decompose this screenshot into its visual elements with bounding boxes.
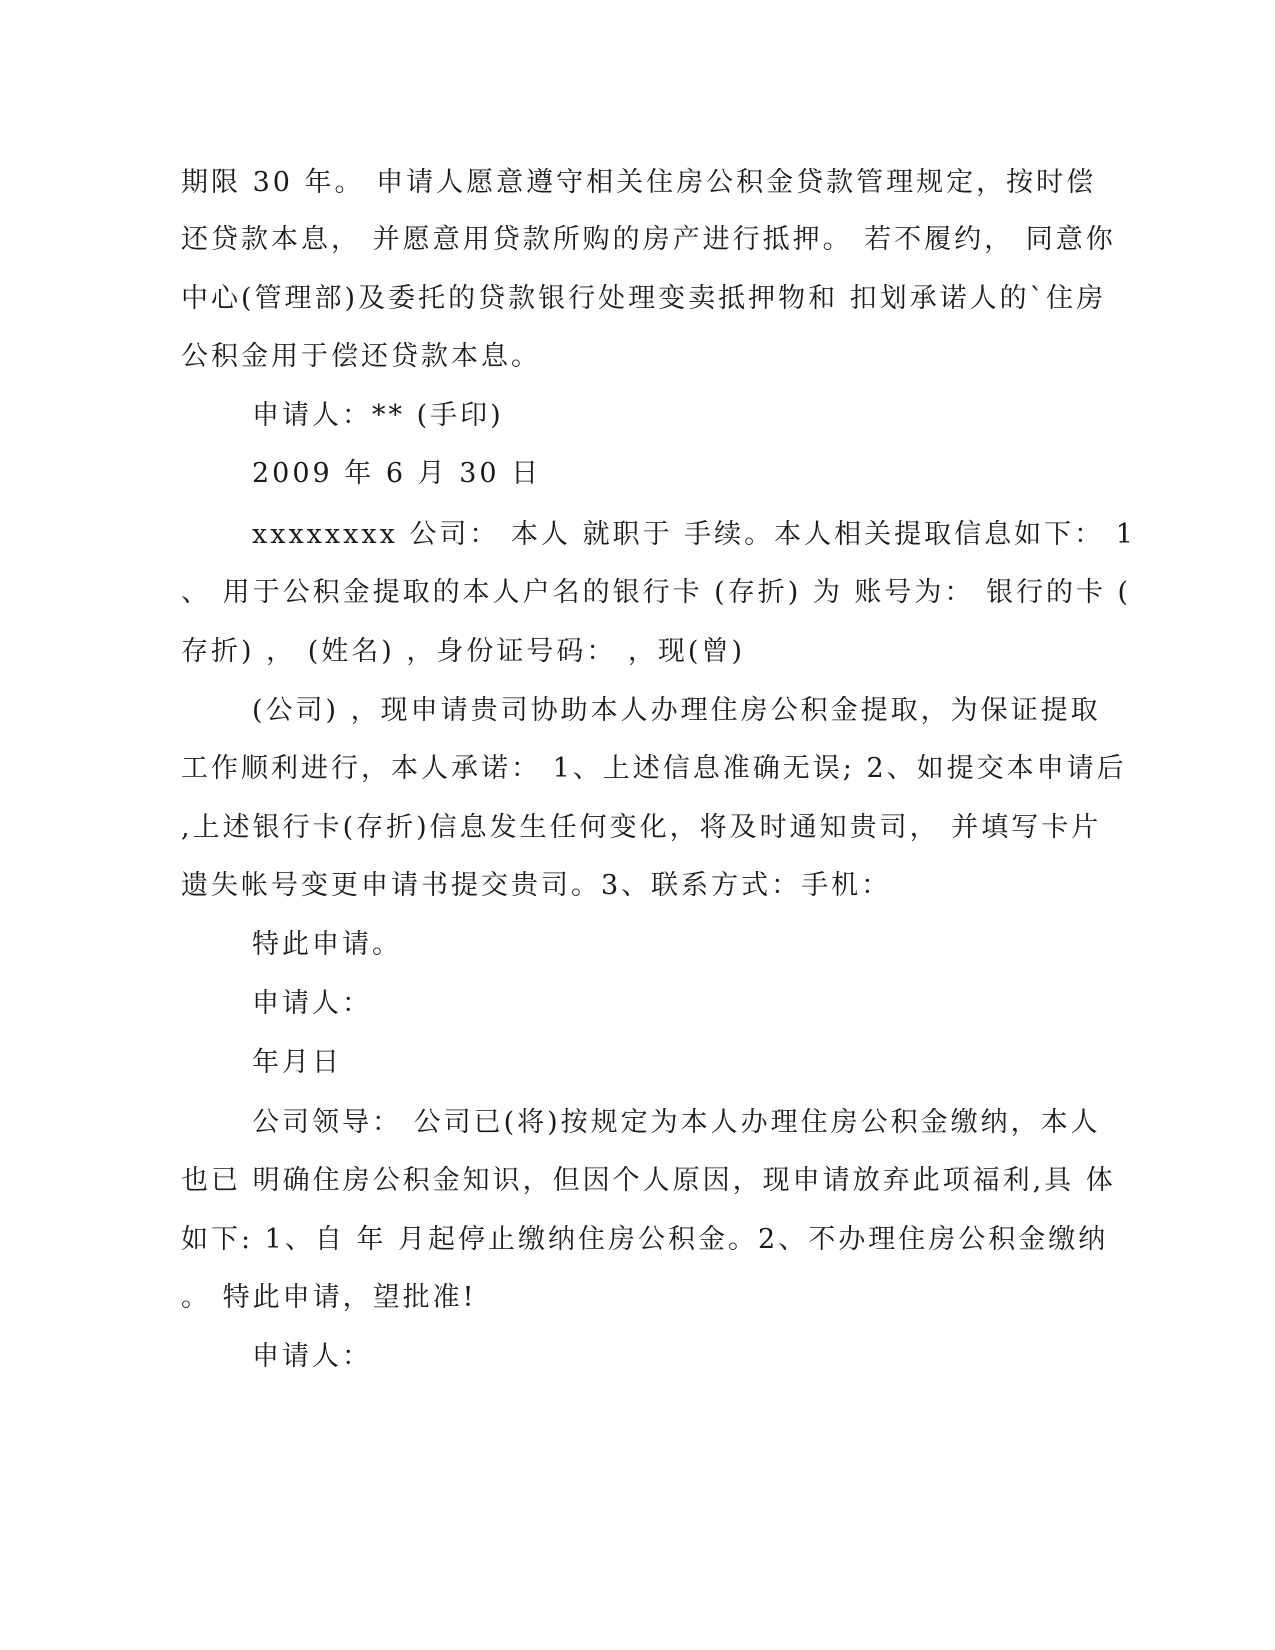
paragraph-line: 如下: 1、自 年 月起停止缴纳住房公积金。2、不办理住房公积金缴纳 [181,1224,1109,1255]
paragraph-line: 遗失帐号变更申请书提交贵司。3、联系方式：手机： [181,870,892,901]
paragraph-line: 存折) ， (姓名) ，身份证号码： ，现(曾) [181,636,745,667]
signature-line: 申请人：** (手印) [252,400,504,431]
paragraph-line: (公司) ，现申请贵司协助本人办理住房公积金提取，为保证提取 [252,695,1101,726]
paragraph-line: 还贷款本息， 并愿意用贷款所购的房产进行抵押。 若不履约， 同意你 [181,224,1116,255]
paragraph-line: ,上述银行卡(存折)信息发生任何变化，将及时通知贵司， 并填写卡片 [181,812,1102,843]
date-line: 2009 年 6 月 30 日 [252,458,542,489]
paragraph-line: 工作顺利进行，本人承诺： 1、上述信息准确无误; 2、如提交本申请后 [181,753,1127,784]
closing-line: 特此申请。 [252,929,402,960]
paragraph-line: 中心(管理部)及委托的贷款银行处理变卖抵押物和 扣划承诺人的`住房 [181,283,1107,314]
paragraph-line: 公积金用于偿还贷款本息。 [181,341,541,372]
paragraph-line: xxxxxxxx 公司： 本人 就职于 手续。本人相关提取信息如下： 1 [252,519,1136,550]
date-line: 年月日 [252,1047,342,1078]
paragraph-line: 、 用于公积金提取的本人户名的银行卡 (存折) 为 账号为： 银行的卡 ( [181,577,1132,608]
signature-line: 申请人： [252,988,372,1019]
paragraph-line: 公司领导： 公司已(将)按规定为本人办理住房公积金缴纳，本人 [252,1107,1101,1138]
paragraph-line: 也已 明确住房公积金知识，但因个人原因，现申请放弃此项福利,具 体 [181,1165,1116,1196]
signature-line: 申请人： [252,1341,372,1372]
paragraph-line: 。 特此申请，望批准! [181,1282,477,1313]
paragraph-line: 期限 30 年。 申请人愿意遵守相关住房公积金贷款管理规定，按时偿 [181,167,1097,198]
